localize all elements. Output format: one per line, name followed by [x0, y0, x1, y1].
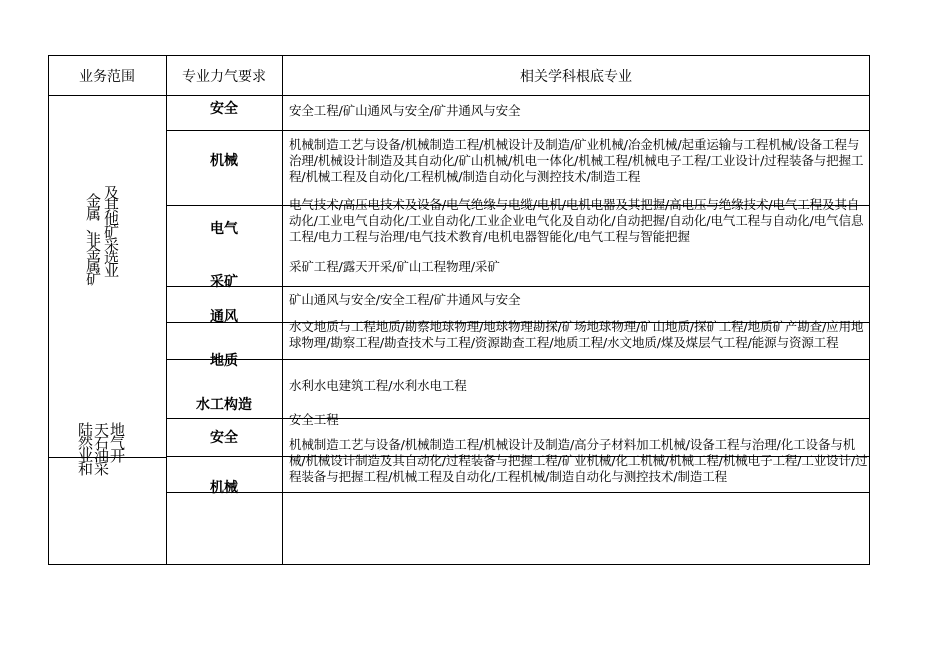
header-divider [48, 95, 870, 96]
majors-safety-1: 安全工程/矿山通风与安全/矿井通风与安全 [289, 103, 521, 118]
majors-electrical: 电气技术/高压电技术及设备/电气绝缘与电缆/电机/电机电器及其把握/高电压与绝缘技术/电气工程及其自动化/工业电气自动化/工业自动化/工业企业电气化及自动化/自动把握/自动化/电气工程与自动化/电气信息工程/电力工程与治理/电气技术教育/电机电器智能化/电气工程与智能把握 [289, 197, 864, 244]
req-mechanical-1: 机械 [210, 153, 238, 169]
header-scope: 业务范围 [79, 69, 135, 85]
req-safety-1: 安全 [210, 101, 238, 117]
scope-oil-gas: 陆 然 业 和 天 石 油 采 地 气 开 [78, 421, 126, 478]
header-majors: 相关学科根底专业 [520, 69, 632, 85]
req-hydraulic: 水工构造 [196, 397, 252, 413]
req-mechanical-2: 机械 [210, 480, 238, 496]
req-mining: 采矿 [210, 274, 238, 290]
majors-mining: 采矿工程/露天开采/矿山工程物理/采矿 [289, 259, 500, 274]
row-line [166, 130, 870, 131]
req-geology: 地质 [210, 353, 238, 369]
majors-hydraulic: 水利水电建筑工程/水利水电工程 [289, 378, 467, 393]
scope-metal-mining: 金 属 、 非 金 属 矿 及 其 他 矿 采 选 业 [86, 184, 120, 288]
majors-mechanical-2: 机械制造工艺与设备/机械制造工程/机械设计及制造/高分子材料加工机械/设备工程与治理/化工设备与机械/机械设计制造及其自动化/过程装备与把握工程/矿业机械/化工机械/机械工程/机械电子工程/工业设计/过程装备与把握工程/机械工程及自动化/工程机械/制造自动化与测控技术/制造工程 [289, 437, 868, 484]
table-border-left [48, 55, 49, 565]
majors-safety-2: 安全工程 [289, 412, 339, 427]
table-border-top [48, 55, 870, 56]
req-safety-2: 安全 [210, 430, 238, 446]
col-divider-2 [282, 55, 283, 565]
majors-mechanical-1: 机械制造工艺与设备/机械制造工程/机械设计及制造/矿业机械/冶金机械/起重运输与工程机械/设备工程与治理/机械设计制造及其自动化/矿山机械/机电一体化/机械工程/机械电子工程/工业设计/过程装备与把握工程/机械工程及自动化/工程机械/制造自动化与测控技术/制造工程 [289, 137, 864, 184]
majors-ventilation: 矿山通风与安全/安全工程/矿井通风与安全 [289, 292, 521, 307]
table-border-bottom [48, 564, 870, 565]
req-ventilation: 通风 [210, 309, 238, 325]
req-electrical: 电气 [210, 221, 238, 237]
majors-geology: 水文地质与工程地质/勘察地球物理/地球物理勘探/矿场地球物理/矿山地质/探矿工程/地质矿产勘查/应用地球物理/勘察工程/勘查技术与工程/资源勘查工程/地质工程/水文地质/煤及煤层气工程/能源与资源工程 [289, 319, 864, 350]
header-requirement: 专业力气要求 [182, 69, 266, 85]
table-border-right [869, 55, 870, 565]
